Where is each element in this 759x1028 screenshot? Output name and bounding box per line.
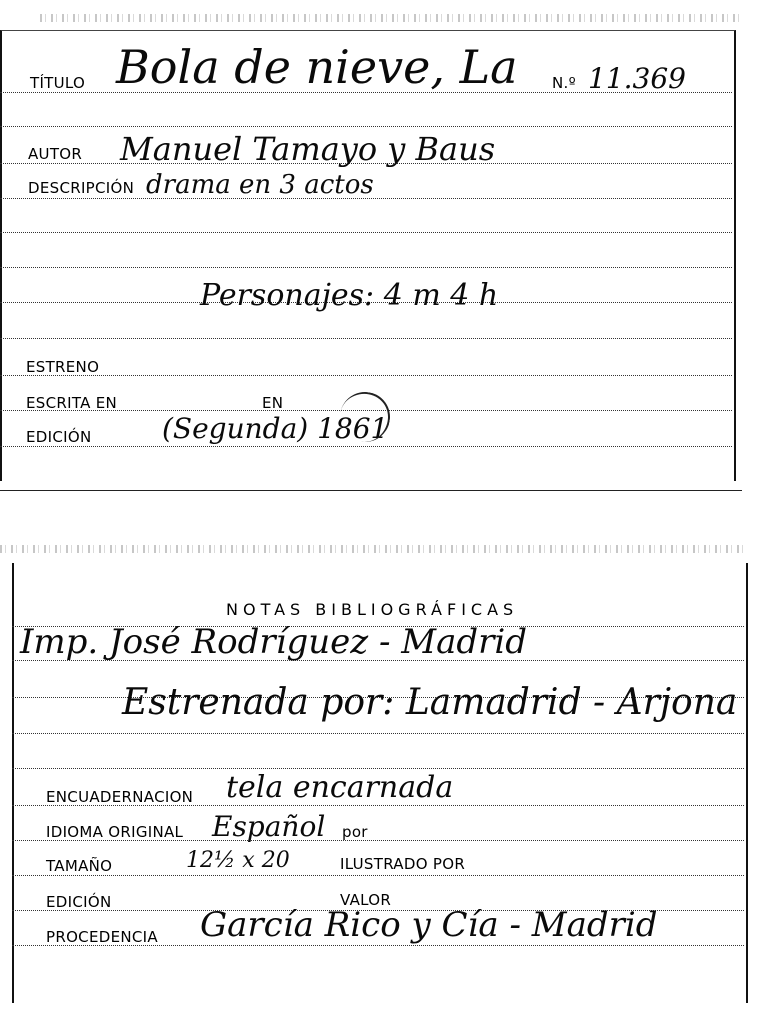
rule-line [12,733,744,734]
imprenta-value: Imp. José Rodríguez - Madrid [20,622,528,662]
ilustrado-label: ILUSTRADO POR [340,855,466,873]
idioma-value: Español [212,810,326,843]
procedencia-value: García Rico y Cía - Madrid [200,905,658,945]
notas-title: NOTAS BIBLIOGRÁFICAS [226,600,519,619]
idioma-label: IDIOMA ORIGINAL [46,823,184,841]
descripcion-value: drama en 3 actos [146,170,374,200]
numero-label: N.º [552,74,576,92]
rule-line [12,768,744,769]
scan-noise-top [40,14,740,22]
encuadernacion-label: ENCUADERNACION [46,788,194,806]
rule-line [0,267,732,268]
edicion-label-front: EDICIÓN [26,428,92,446]
edicion-label-back: EDICIÓN [46,893,112,911]
estrenada-value: Estrenada por: Lamadrid - Arjona [122,682,738,723]
procedencia-label: PROCEDENCIA [46,928,158,946]
autor-label: AUTOR [28,145,83,163]
numero-value: 11.369 [588,62,686,95]
tamano-value: 12½ x 20 [186,848,290,873]
por-label: por [342,823,368,841]
rule-line [12,875,744,876]
escrita-label: ESCRITA EN [26,394,118,412]
encuadernacion-value: tela encarnada [226,770,454,805]
edicion-value-front: (Segunda) 1861 [162,412,389,445]
valor-label: VALOR [340,891,392,909]
card-separator [0,490,742,491]
titulo-label: TÍTULO [30,74,86,92]
rule-line [0,446,732,447]
scan-noise-middle [0,545,745,553]
descripcion-label: DESCRIPCIÓN [28,179,135,197]
tamano-label: TAMAÑO [46,857,113,875]
rule-line [0,126,732,127]
personajes-value: Personajes: 4 m 4 h [200,278,499,313]
autor-value: Manuel Tamayo y Baus [120,130,496,168]
rule-line [0,375,732,376]
estreno-label: ESTRENO [26,358,100,376]
titulo-value: Bola de nieve, La [116,40,518,94]
rule-line [0,338,732,339]
rule-line [0,232,732,233]
en-label: EN [262,394,284,412]
